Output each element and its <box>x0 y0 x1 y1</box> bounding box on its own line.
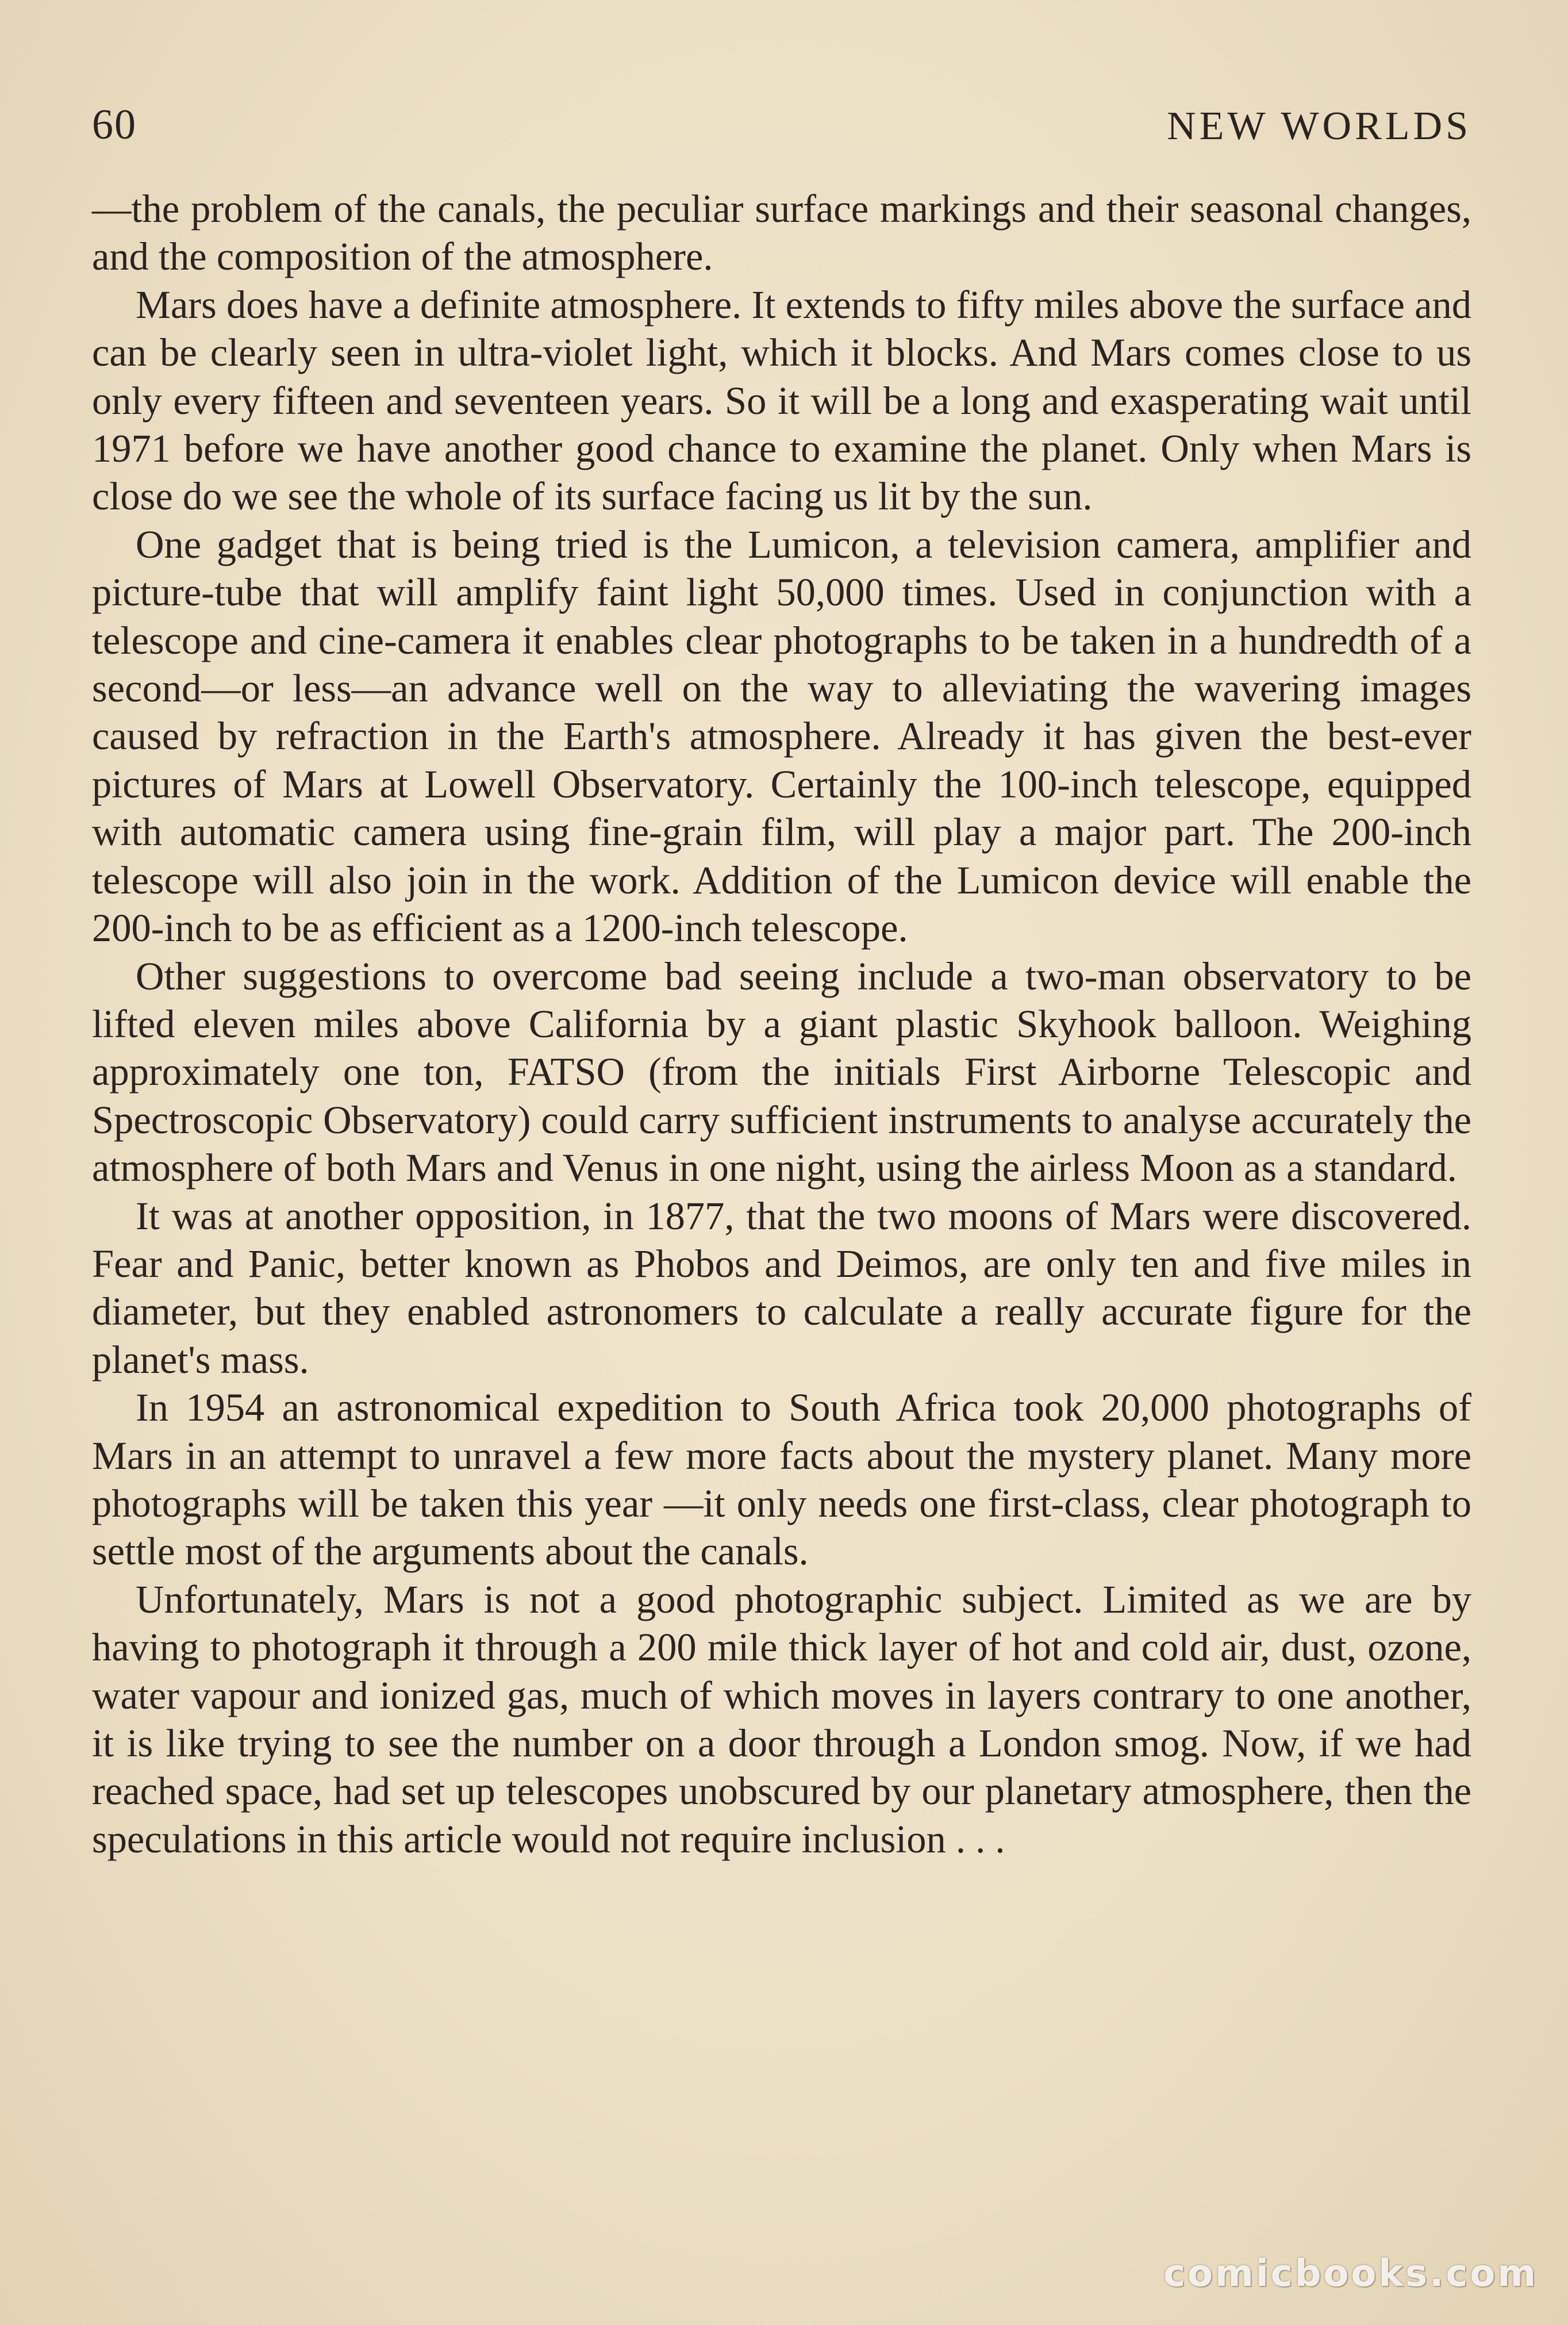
running-title: NEW WORLDS <box>1167 104 1471 148</box>
article-body <box>92 185 1471 1863</box>
paragraph-lumicon: One gadget that is being tried is the Lumicon, a television camera, amplifier and picture-tube that will amplify faint light 50,000 times. Used in conjunction with a telescope and cine-camera it enables clear photographs to be taken in a hundredth of a second—or less—an advance well on the way to alleviating the wavering images caused by refraction in the Earth's atmosphere. Already it has given the best-ever pictures of Mars at Lowell Observatory. Certainly the 100-inch telescope, equipped with automatic camera using fine-grain film, will play a major part. The 200-inch telescope will also join in the work. Addition of the Lumicon device will enable the 200-inch to be as efficient as a 1200-inch telescope. <box>92 522 1471 950</box>
page-number: 60 <box>92 101 137 148</box>
paragraph-photographic-subject: Unfortunately, Mars is not a good photographic subject. Limited as we are by having to photograph it through a 200 mile thick layer of hot and cold air, dust, ozone, water vapour and ionized gas, much of which moves in layers contrary to one another, it is like trying to see the number on a door through a London smog. Now, if we had reached space, had set up telescopes unobscured by our planetary atmosphere, then the speculations in this article would not require inclusion . . . <box>92 1577 1471 1861</box>
running-head <box>92 86 1471 149</box>
paragraph-south-africa-expedition: In 1954 an astronomical expedition to South Africa took 20,000 photographs of Mars in an attempt to unravel a few more facts about the mystery planet. Many more photographs will be taken this year —it only needs one first-class, clear photograph to settle most of the arguments about the canals. <box>92 1386 1471 1574</box>
paragraph-canals-continuation: —the problem of the canals, the peculiar surface markings and their seasonal changes, and the composition of the atmosphere. <box>92 187 1471 279</box>
paragraph-moons-of-mars: It was at another opposition, in 1877, that the two moons of Mars were discovered. Fear and Panic, better known as Phobos and Deimos, are only ten and five miles in diameter, but they enabled astronomers to calculate a really accurate figure for the planet's mass. <box>92 1194 1471 1382</box>
paragraph-fatso-balloon: Other suggestions to overcome bad seeing include a two-man observatory to be lifted eleven miles above California by a giant plastic Skyhook balloon. Weighing approximately one ton, FATSO (from the initials First Airborne Telescopic and Spectroscopic Observatory) could carry sufficient instruments to analyse accurately the atmosphere of both Mars and Venus in one night, using the airless Moon as a standard. <box>92 954 1471 1190</box>
paragraph-mars-atmosphere: Mars does have a definite atmosphere. It extends to fifty miles above the surface and can be clearly seen in ultra-violet light, which it blocks. And Mars comes close to us only every fifteen and seventeen years. So it will be a long and exasperating wait until 1971 before we have another good chance to examine the planet. Only when Mars is close do we see the whole of its surface facing us lit by the sun. <box>92 282 1471 519</box>
site-watermark: comicbooks.com <box>1163 2253 1538 2295</box>
